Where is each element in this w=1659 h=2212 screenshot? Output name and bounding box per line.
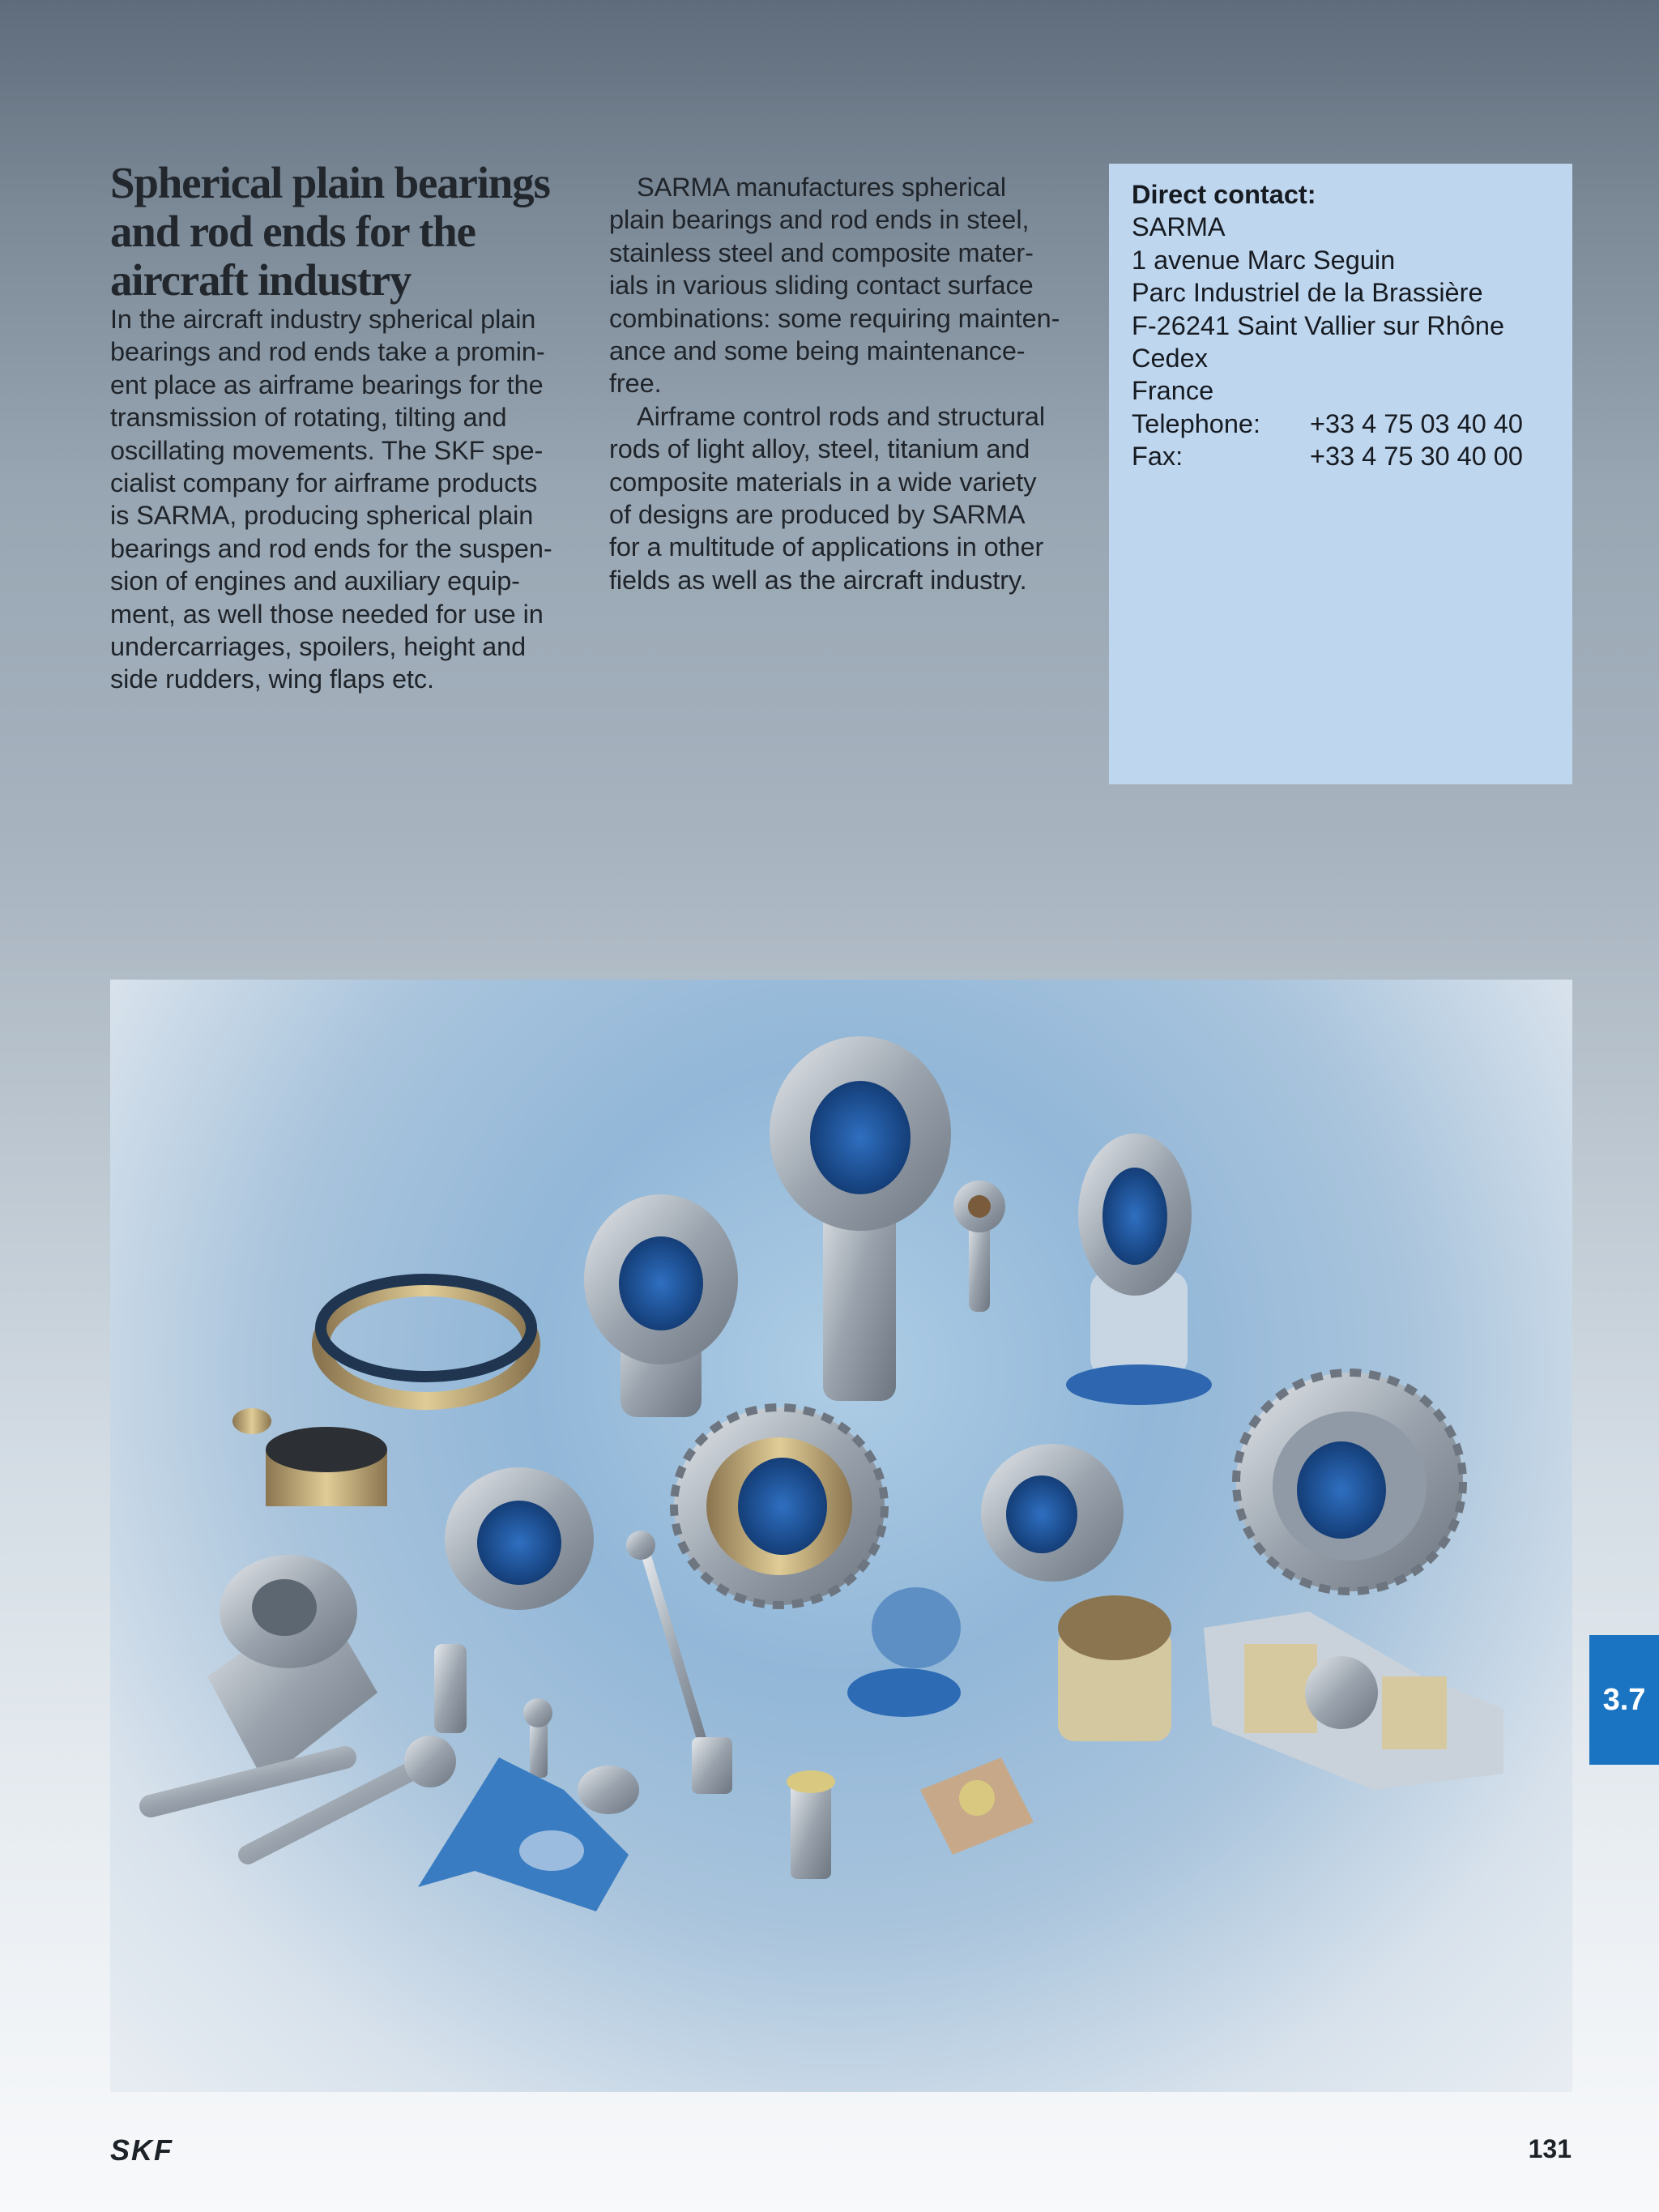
section-tab: 3.7 xyxy=(1589,1635,1659,1765)
plain-bearing-left xyxy=(445,1467,594,1610)
rod-end-right xyxy=(1066,1134,1212,1405)
product-photo xyxy=(110,980,1572,2092)
text-line: is SARMA, producing spherical plain xyxy=(110,501,534,531)
text-line: undercarriages, spoilers, height and xyxy=(110,632,527,662)
geared-bearing-right xyxy=(1236,1373,1463,1591)
telephone-row xyxy=(1132,408,1550,440)
skf-logo xyxy=(110,2133,199,2168)
text-line: cialist company for airframe products xyxy=(110,468,538,498)
text-line: combinations: some requiring mainten- xyxy=(609,303,1060,333)
telephone-number: +33 4 75 03 40 40 xyxy=(1310,408,1523,438)
flanged-housing xyxy=(207,1555,377,1782)
fax-number: +33 4 75 30 40 00 xyxy=(1310,442,1523,472)
text-line: ent place as airframe bearings for the xyxy=(110,369,544,399)
fax-label: Fax: xyxy=(1132,442,1183,472)
paragraph xyxy=(609,171,1087,400)
paragraph xyxy=(609,400,1087,596)
text-line: rods of light alloy, steel, titanium and xyxy=(609,434,1030,464)
text-line: ials in various sliding contact surface xyxy=(609,271,1034,301)
text-line: Airframe control rods and structural xyxy=(637,401,1045,431)
bearings-illustration xyxy=(110,980,1572,2092)
contact-address: 1 avenue Marc Seguin xyxy=(1132,245,1396,275)
intro-column xyxy=(110,303,580,696)
text-line: composite materials in a wide variety xyxy=(609,467,1037,497)
plain-bearing-mid xyxy=(981,1444,1124,1582)
text-line: In the aircraft industry spherical plain xyxy=(110,305,536,334)
skf-logo-text: SKF xyxy=(110,2133,173,2167)
bushing-medium xyxy=(266,1427,387,1506)
rod-end-left xyxy=(584,1194,738,1417)
rod-end-large xyxy=(770,1036,951,1401)
text-line: plain bearings and rod ends in steel, xyxy=(609,205,1030,235)
second-column xyxy=(609,171,1087,596)
contact-heading: Direct contact: xyxy=(1132,180,1316,209)
page-number: 131 xyxy=(1528,2134,1572,2163)
square-flange xyxy=(920,1757,1034,1855)
text-line: transmission of rotating, tilting and xyxy=(110,403,507,433)
bushing-small xyxy=(232,1408,271,1434)
text-line: for a multitude of applications in other xyxy=(609,532,1044,562)
bracket-assembly xyxy=(1204,1612,1503,1790)
telephone-label: Telephone: xyxy=(1132,408,1261,438)
text-line: side rudders, wing flaps etc. xyxy=(110,664,434,694)
lever-left xyxy=(151,1757,345,1806)
geared-bearing-center xyxy=(674,1407,885,1605)
pin-small xyxy=(523,1698,552,1778)
text-line: sion of engines and auxiliary equip- xyxy=(110,566,520,596)
contact-address: Cedex xyxy=(1132,344,1208,374)
title-line: and rod ends for the xyxy=(110,207,476,256)
ball-joint xyxy=(847,1587,961,1717)
fax-row xyxy=(1132,440,1550,472)
text-line: of designs are produced by SARMA xyxy=(609,500,1026,530)
contact-address: F-26241 Saint Vallier sur Rhône xyxy=(1132,310,1505,340)
title-line: Spherical plain bearings xyxy=(110,158,550,207)
text-line: stainless steel and composite mater- xyxy=(609,237,1034,267)
pin-left xyxy=(434,1644,467,1733)
text-line: SARMA manufactures spherical xyxy=(637,173,1007,202)
text-line: ment, as well those needed for use in xyxy=(110,599,544,629)
text-line: oscillating movements. The SKF spe- xyxy=(110,435,544,465)
text-line: bearings and rod ends for the suspen- xyxy=(110,533,552,563)
bronze-sleeve xyxy=(1058,1595,1171,1741)
text-line: free. xyxy=(609,369,662,399)
thin-ring xyxy=(321,1279,531,1401)
contact-company: SARMA xyxy=(1132,212,1226,242)
nut xyxy=(578,1766,639,1814)
contact-country: France xyxy=(1132,376,1214,406)
text-line: bearings and rod ends take a promin- xyxy=(110,337,545,367)
contact-address: Parc Industriel de la Brassière xyxy=(1132,278,1483,308)
page-title xyxy=(110,159,596,305)
contact-box xyxy=(1109,164,1572,784)
text-line: ance and some being maintenance- xyxy=(609,336,1026,366)
text-line: fields as well as the aircraft industry. xyxy=(609,565,1027,595)
title-line: aircraft industry xyxy=(110,255,412,305)
rod-end-small xyxy=(953,1181,1005,1312)
bolt xyxy=(787,1770,835,1879)
